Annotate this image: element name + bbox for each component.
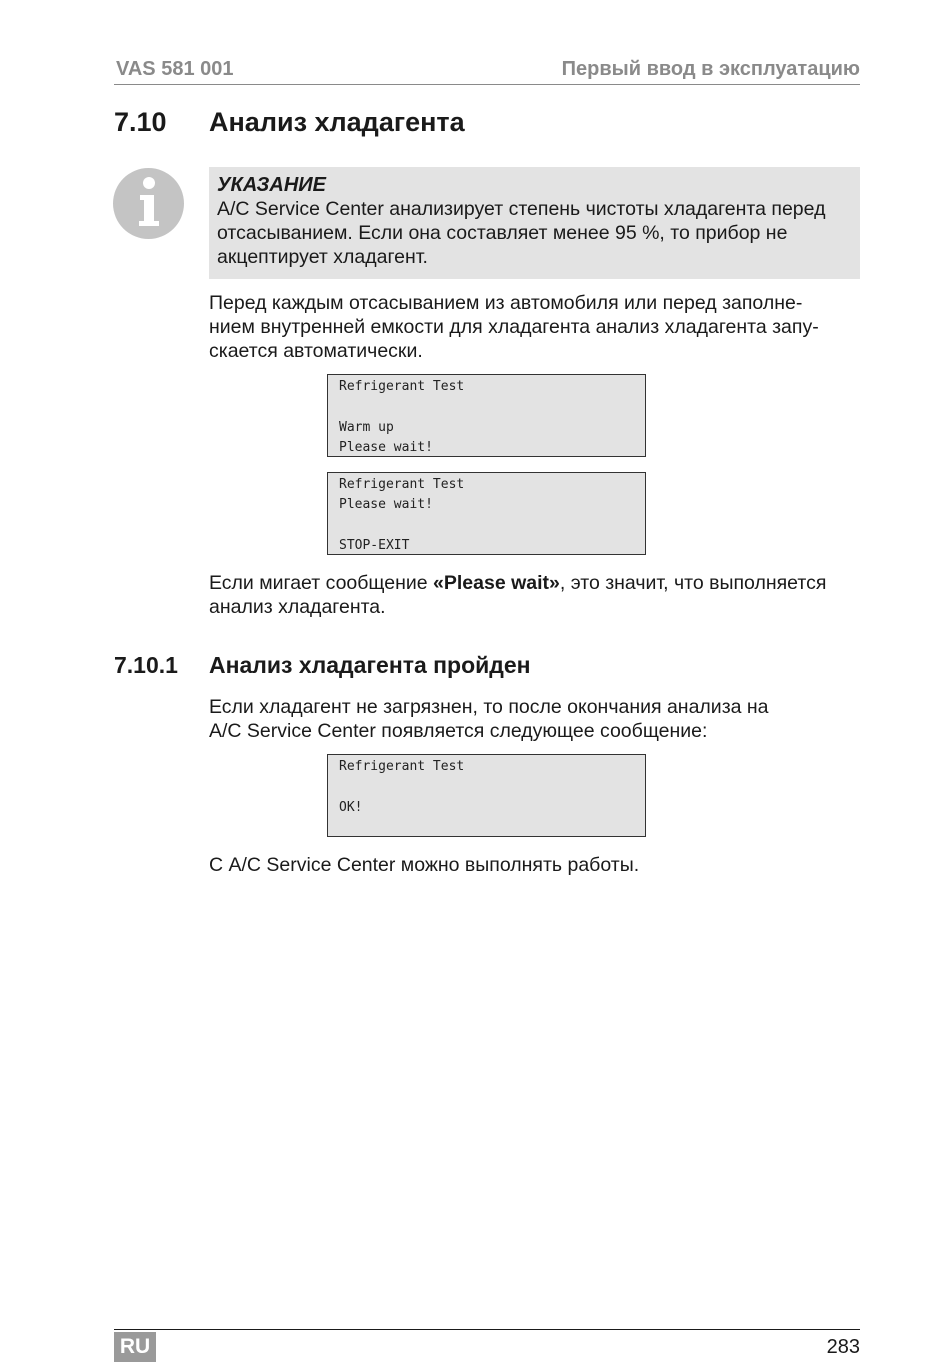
- header-chapter-title: Первый ввод в эксплуатацию: [561, 58, 860, 80]
- closing-line: С A/C Service Center можно выполнять работы.: [209, 854, 640, 876]
- passed-line: A/C Service Center появляется следующее сообщение:: [209, 720, 708, 742]
- lcd-line: Refrigerant Test: [339, 759, 465, 774]
- intro-line: нием внутренней емкости для хладагента анализ хладагента запу-: [209, 316, 819, 338]
- lcd-display-warmup: [327, 374, 646, 457]
- subsection-title: Анализ хладагента пройден: [209, 652, 531, 678]
- intro-line: скается автоматически.: [209, 340, 423, 362]
- blink-note-paragraph: [209, 571, 869, 619]
- lcd-line: Refrigerant Test: [339, 379, 465, 394]
- lcd-line: [339, 777, 634, 797]
- lcd-line: OK!: [339, 799, 363, 815]
- intro-paragraph: [209, 291, 869, 363]
- subsection-number: 7.10.1: [114, 652, 178, 678]
- footer-rule: [114, 1329, 860, 1330]
- note-box: [209, 167, 860, 279]
- note-line: отсасыванием. Если она составляет менее 95 %, то прибор не: [217, 222, 788, 244]
- lcd-display-ok: [327, 754, 646, 837]
- header-rule: [114, 84, 860, 85]
- note-line: A/C Service Center анализирует степень чистоты хладагента перед: [217, 198, 826, 220]
- lcd-line: Refrigerant Test: [339, 477, 465, 492]
- please-wait-message: «Please wait»: [433, 572, 560, 594]
- info-icon: [113, 168, 184, 239]
- lcd-line: Please wait!: [339, 497, 433, 513]
- passed-paragraph: [209, 695, 869, 743]
- lcd-display-wait: [327, 472, 646, 555]
- header-doc-id: VAS 581 001: [116, 58, 234, 80]
- note-line: акцептирует хладагент.: [217, 246, 428, 268]
- intro-line: Перед каждым отсасыванием из автомобиля или перед заполне-: [209, 292, 803, 314]
- section-title: Анализ хладагента: [209, 107, 465, 137]
- blink-note-line: [209, 571, 869, 595]
- language-badge: RU: [114, 1332, 156, 1362]
- note-title: УКАЗАНИЕ: [217, 174, 326, 196]
- page-number: 283: [826, 1336, 860, 1358]
- closing-paragraph: [209, 853, 869, 877]
- section-number: 7.10: [114, 107, 167, 137]
- blink-note-text: , это значит, что выполняется: [559, 572, 827, 594]
- lcd-line: [339, 516, 634, 536]
- lcd-line: STOP-EXIT: [339, 537, 410, 553]
- passed-line: Если хладагент не загрязнен, то после окончания анализа на: [209, 696, 769, 718]
- blink-note-line: анализ хладагента.: [209, 596, 386, 618]
- lcd-line: [339, 397, 634, 417]
- blink-note-text: Если мигает сообщение: [209, 572, 434, 594]
- lcd-line: [339, 818, 634, 838]
- note-text: [217, 197, 852, 269]
- lcd-line: Warm up: [339, 419, 394, 435]
- lcd-line: Please wait!: [339, 439, 433, 455]
